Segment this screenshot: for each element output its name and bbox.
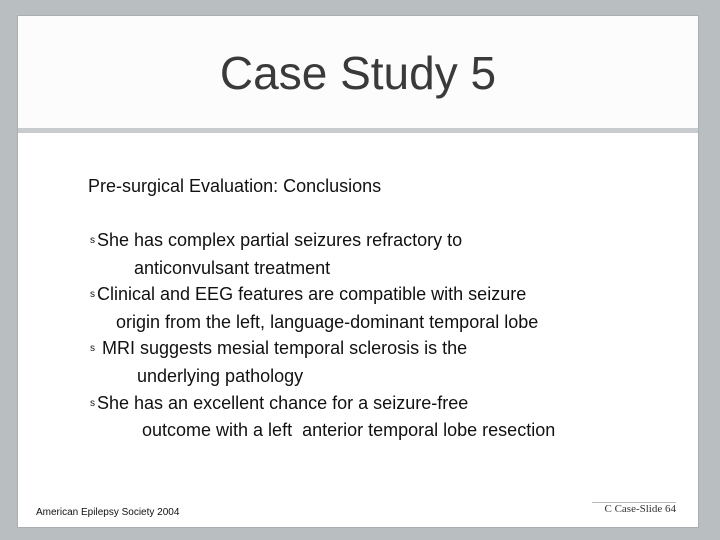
bullet-continuation	[90, 255, 680, 282]
slide-subtitle: Pre-surgical Evaluation: Conclusions	[88, 176, 382, 196]
bullet-icon: s	[90, 343, 95, 355]
bullet-continuation	[90, 363, 680, 390]
bullet-text: origin from the left, language-dominant temporal lobe	[116, 311, 539, 332]
slide-number: C Case-Slide 64	[604, 503, 676, 515]
bullet-text: She has complex partial seizures refractory to	[97, 230, 463, 250]
bullet-item	[90, 335, 680, 363]
bullet-text: MRI suggests mesial temporal sclerosis is the	[97, 338, 468, 359]
bullet-continuation	[90, 309, 680, 336]
bullet-text: underlying pathology	[137, 365, 304, 386]
bullet-continuation	[90, 417, 680, 444]
footer-credit: American Epilepsy Society 2004	[36, 507, 180, 518]
bullet-item	[90, 227, 680, 255]
slide	[18, 16, 698, 527]
title-divider	[18, 128, 698, 133]
bullet-icon: s	[90, 235, 95, 246]
bullet-text: outcome with a left anterior temporal lobe resection	[142, 420, 556, 441]
bullet-list	[90, 227, 680, 444]
bullet-icon: s	[90, 289, 95, 301]
slide-title: Case Study 5	[219, 47, 497, 99]
bullet-text: Clinical and EEG features are compatible with seizure	[97, 284, 527, 305]
bullet-icon: s	[90, 397, 95, 409]
bullet-item	[90, 390, 680, 418]
bullet-text: She has an excellent chance for a seizure-free	[97, 392, 469, 413]
bullet-item	[90, 281, 680, 309]
bullet-text: anticonvulsant treatment	[134, 257, 331, 278]
title-area	[18, 16, 698, 128]
